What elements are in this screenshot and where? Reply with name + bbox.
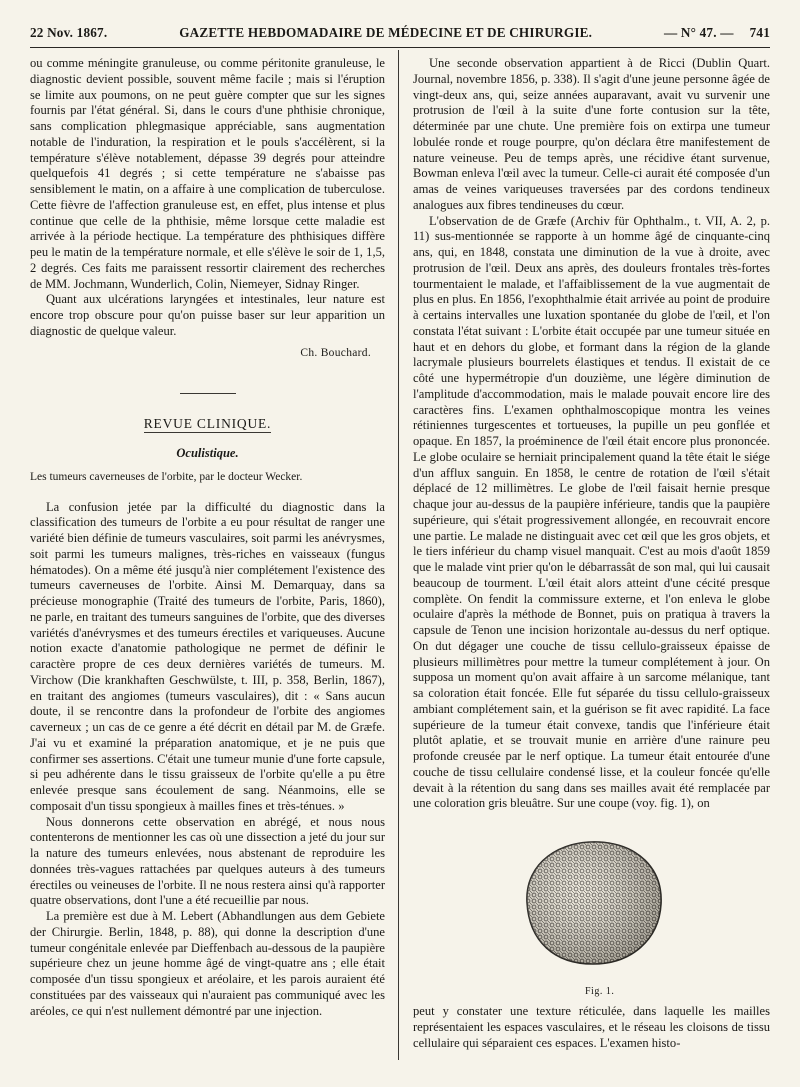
- paragraph: La première est due à M. Lebert (Abhandlungen aus dem Gebiete der Chirurgie. Berlin, 1848, p. 88), qui donne la description d'une tumeur congénitale enlevée par Dieffenbach au-dessous de la paupière supérieure chez un jeune homme âgé de vingt-quatre ans ; elle était composée d'un tissu spongieux et aréolaire, et les parois auraient été constituées par des vaisseaux qui n'auraient pas communiqué avec les aréoles, ce qui n'est nullement démontré par une injection.: [30, 909, 385, 1018]
- header-date: 22 Nov. 1867.: [30, 25, 108, 40]
- header-issue-number: — N° 47. —: [664, 25, 734, 40]
- paragraph: L'observation de de Græfe (Archiv für Ophthalm., t. VII, A. 2, p. 11) sus-mentionnée se rapporte à un homme âgé de cinquante-cinq ans, qui, en 1848, constata une diminution de la vue à droite, avec protrusion de l'œil. Deux ans après, des douleurs frontales très-fortes tourmentaient le malade, et l'affaiblissement de la vue augmentait de plus en plus. En 1856, l'exophthalmie était arrivée au point de produire à certains intervalles une luxation spontanée du globe de l'œil, et l'on constata l'état suivant : L'orbite était occupée par une tumeur située en haut et en dehors du globe, et formant dans la région de la glande lacrymale plusieurs bourrelets élastiques et tendus. Il existait de ce côté une hypermétropie d'un douzième, une légère diminution de l'amplitude d'accommodation, mais le malade pouvait encore lire des caractères fins. L'examen ophthalmoscopique montra les veines rétiniennes turgescentes et tortueuses, la pupille un peu gonflée et opaque. En 1857, la proéminence de l'œil était encore plus prononcée. Le globe oculaire se herniait principalement quand la tête était le siége d'un afflux sanguin. En 1858, le centre de rotation de l'œil s'était déplacé de 12 millimètres. Le globe de l'œil faisait hernie presque chaque jour au-dessus de la paupière inférieure, tandis que la paupière supérieure, qui s'était progressivement allongée, en recouvrait encore une partie. Le malade ne distinguait avec cet œil que les gros objets, et le tiers inférieur du champ visuel manquait. C'est au mois d'août 1859 que le malade vint prier qu'on le débarrassât de son mal, qui lui causait beaucoup de tourment. L'œil était alors atteint d'une cécité presque complète. On fendit la commissure externe, et l'on enleva le globe oculaire d'après la méthode de Bonnet, puis on pratiqua à travers la capsule de Tenon une incision horizontale au-dessus du nerf optique. On dut dégager une couche de tissu cellulo-graisseux épaisse de plusieurs millimètres pour mettre la tumeur complétement à jour. On supposa un moment qu'on avait affaire à un sarcome mélanique, tant sa coloration était foncée. Elle fut séparée du tissu cellulo-graisseux ambiant complétement sain, et la guérison se fit avec rapidité. La face supérieure de la tumeur était convexe, tandis que l'inférieure était plutôt aplatie, et se trouvait munie en arrière d'une rainure peu profonde creusée par le nerf optique. La tumeur était entourée d'une couche de tissu cellulaire condensé lisse, et la couleur foncée qu'elle devait à la rétention du sang dans ses mailles avait été remplacée par une coloration gris bleuâtre. Sur une coupe (voy. fig. 1), on: [413, 213, 770, 811]
- figure-caption: Fig. 1.: [585, 986, 615, 997]
- tumor-section-illustration: [513, 832, 673, 972]
- section-separator: [180, 393, 236, 394]
- paragraph: ou comme méningite granuleuse, ou comme péritonite granuleuse, le diagnostic devient possible, souvent même facile ; mais si l'éruption se limite aux poumons, on ne peut guère compter que sur les signes fournis par l'état général. Si, dans le cours d'une phthisie chronique, sans complication phlegmasique appréciable, sans augmentation notable de l'induration, la respiration et le pouls s'accélèrent, si la température s'élève notablement, dépasse 39 degrés pour atteindre quelquefois 41 degrés ; si cette température ne s'abaisse pas sensiblement le matin, on a affaire à une complication de tuberculose. Cette fièvre de l'affection granuleuse est, en effet, plus intense et plus continue que celle de la phthisie, même lorsque cette maladie est arrivée à la période hectique. La température des phthisiques diffère peu le matin de la température normale, et elle s'élève le soir de 1, 1,5, 2 degrés. Ces faits me paraissent ressortir clairement des recherches de MM. Jochmann, Wunderlich, Colin, Niemeyer, Sidnay Ringer.: [30, 56, 385, 291]
- running-header: [30, 22, 770, 48]
- right-column: [413, 56, 770, 1051]
- subsection-title: Oculistique.: [176, 446, 239, 460]
- figure: [413, 832, 770, 997]
- paragraph: Une seconde observation appartient à de Ricci (Dublin Quart. Journal, novembre 1856, p. 338). Il s'agit d'une jeune personne âgée de vingt-deux ans, qui, seize années auparavant, avait vu survenir une protrusion de l'œil à la suite d'une forte contusion sur la tête, déterminée par une chute. Une première fois on extirpa une tumeur lobulée ronde et rouge pourpre, qu'on déclara être manifestement de nature veineuse. Peu de temps après, une récidive étant survenue, Bowman enleva l'œil avec la tumeur. Celle-ci aurait été composée d'un amas de veines variqueuses traversées par des cordons tendineux analogues aux fibres tendineuses du cœur.: [413, 56, 770, 212]
- author-signature: Ch. Bouchard.: [300, 346, 371, 359]
- paragraph: La confusion jetée par la difficulté du diagnostic dans la classification des tumeurs de l'orbite a eu pour résultat de ranger une variété bien définie de tumeurs vasculaires, soit parmi les anévrysmes, soit parmi les tumeurs malignes, très-riches en vaisseaux (fungus hématodes). On a même été jusqu'à nier complétement l'existence des tumeurs caverneuses de l'orbite. Ainsi M. Demarquay, dans sa précieuse monographie (Traité des tumeurs de l'orbite, Paris, 1860), ne parle, en traitant des tumeurs sanguines de l'orbite, que des diverses variétés d'anévrysmes et des tumeurs érectiles et variqueuses. Aucune notion exacte d'anatomie pathologique ne permet de définir le caractère propre de ces deux dernières variétés de tumeurs. M. Virchow (Die krankhaften Geschwülste, t. III, p. 358, Berlin, 1867), en traitant des angiomes (tumeurs vasculaires), dit : « Sans aucun doute, il se rencontre dans la profondeur de l'orbite des angiomes caverneux ; un cas de ce genre a été décrit en détail par M. de Græfe. J'ai vu et examiné la préparation anatomique, et je ne puis que confirmer ses assertions. C'était une tumeur munie d'une forte capsule, si peu adhérente dans le tissu graisseux de l'orbite qu'elle a pu être enlevée presque sans écoulement de sang. Néanmoins, elle se composait d'un tissu spongieux à mailles fines et très-ténues. »: [30, 499, 385, 813]
- column-divider: [398, 50, 399, 1060]
- paragraph: Nous donnerons cette observation en abrégé, et nous nous contenterons de mentionner les cas où une dissection a jeté du jour sur la nature des tumeurs enlevées, nous abstenant de reproduire les données très-vagues rattachées par quelques auteurs à des tumeurs érectiles ou veineuses de l'orbite. Il ne nous restera ainsi qu'à rapporter quatre observations, dont l'une a été recueillie par nous.: [30, 814, 385, 908]
- left-column: [30, 56, 385, 1019]
- paragraph: Quant aux ulcérations laryngées et intestinales, leur nature est encore trop obscure pour qu'on puisse baser sur leur apparition un diagnostic de quelque valeur.: [30, 292, 385, 338]
- header-page-number: 741: [749, 25, 770, 40]
- article-title: Les tumeurs caverneuses de l'orbite, par le docteur Wecker.: [30, 470, 303, 483]
- header-right: [664, 25, 770, 41]
- section-title: REVUE CLINIQUE.: [143, 416, 272, 432]
- header-journal-title: GAZETTE HEBDOMADAIRE DE MÉDECINE ET DE CHIRURGIE.: [179, 25, 593, 40]
- paragraph: peut y constater une texture réticulée, dans laquelle les mailles représentaient les espaces vasculaires, et le réseau les cloisons de tissu cellulaire qui séparaient ces espaces. L'examen histo-: [413, 1004, 770, 1050]
